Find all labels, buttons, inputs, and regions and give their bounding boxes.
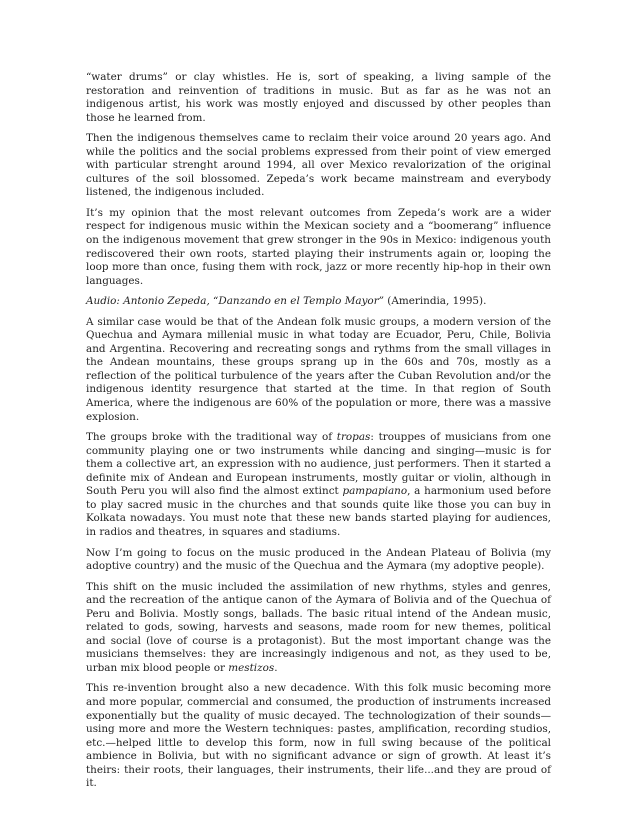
document-page (86, 71, 551, 798)
text-run: Then the indigenous themselves came to reclaim their voice around 20 years ago. And while the politics and the social problems expressed from their point of view emerged with particular strenght around 1994, all over Mexico revalorization of the original cultures of the soil blossomed. Zepeda’s work became mainstream and everybody listened, the indigenous included. (86, 132, 551, 199)
body-paragraph (86, 132, 551, 200)
document-body (86, 71, 551, 791)
body-paragraph (86, 71, 551, 125)
body-paragraph (86, 316, 551, 424)
body-paragraph (86, 431, 551, 539)
text-run: It’s my opinion that the most relevant outcomes from Zepeda’s work are a wider respect for indigenous music within the Mexican society and a “boomerang” influence on the indigenous movement that grew stronger in the 90s in Mexico: indigenous youth rediscovered their own roots, started playing their instruments again or, looping the loop more than once, fusing them with rock, jazz or more recently hip-hop in their own languages. (86, 206, 551, 287)
body-paragraph (86, 547, 551, 574)
italic-text-run: Audio: Antonio Zepeda, “Danzando en el Templo Mayor” (86, 295, 384, 308)
body-paragraph (86, 581, 551, 676)
text-run: . (274, 661, 278, 674)
italic-text-run: mestizos (228, 661, 275, 674)
body-paragraph (86, 295, 551, 309)
text-run: : trouppes of musicians from one community playing one or two instruments while dancing and singing—music is for them a collective art, an expression with no audience, just performers. Then it started a definite mix of Andean and European instruments, mostly guitar or violin, although in South Peru you will also find the almost extinct (86, 431, 551, 498)
text-run: The groups broke with the traditional way of (86, 431, 337, 444)
italic-text-run: tropas (336, 431, 371, 444)
text-run: “water drums” or clay whistles. He is, sort of speaking, a living sample of the restoration and reinvention of traditions in music. But as far as he was not an indigenous artist, his work was mostly enjoyed and discussed by other peoples than those he learned from. (86, 71, 551, 124)
text-run: , a harmonium used before to play sacred music in the churches and that sounds quite like those you can buy in Kolkata nowadays. You must note that these new bands started playing for audiences, in radios and theatres, in squares and stadiums. (86, 485, 551, 538)
body-paragraph (86, 682, 551, 790)
body-paragraph (86, 207, 551, 288)
italic-text-run: pampapiano (342, 485, 408, 498)
text-run: This re-invention brought also a new decadence. With this folk music becoming more and more popular, commercial and consumed, the production of instruments increased exponentially but the quality of music decayed. The technologization of their sounds—using more and more the Western techniques: pastes, amplification, recording studios, etc.—helped little to develop this form, now in full swing because of the political ambience in Bolivia, but with no significant advance or sign of growth. At least it’s theirs: their roots, their languages, their instruments, their life...and they are proud of it. (86, 682, 551, 790)
text-run: A similar case would be that of the Andean folk music groups, a modern version of the Quechua and Aymara millenial music in what today are Ecuador, Peru, Chile, Bolivia and Argentina. Recovering and recreating songs and rythms from the small villages in the Andean mountains, these groups sprang up in the 60s and 70s, mostly as a reflection of the political turbulence of the years after the Cuban Revolution and/or the indigenous identity resurgence that started at the time. In that region of South America, where the indigenous are 60% of the population or more, there was a massive explosion. (86, 315, 551, 423)
text-run: Now I’m going to focus on the music produced in the Andean Plateau of Bolivia (my adoptive country) and the music of the Quechua and the Aymara (my adoptive people). (86, 546, 551, 573)
text-run: This shift on the music included the assimilation of new rhythms, styles and genres, and the recreation of the antique canon of the Aymara of Bolivia and of the Quechua of Peru and Bolivia. Mostly songs, ballads. The basic ritual intend of the Andean music, related to gods, sowing, harvests and seasons, made room for new themes, political and social (love of course is a protagonist). But the most important change was the musicians themselves: they are increasingly indigenous and not, as they used to be, urban mix blood people or (86, 580, 551, 674)
text-run: (Amerindia, 1995). (383, 295, 487, 308)
